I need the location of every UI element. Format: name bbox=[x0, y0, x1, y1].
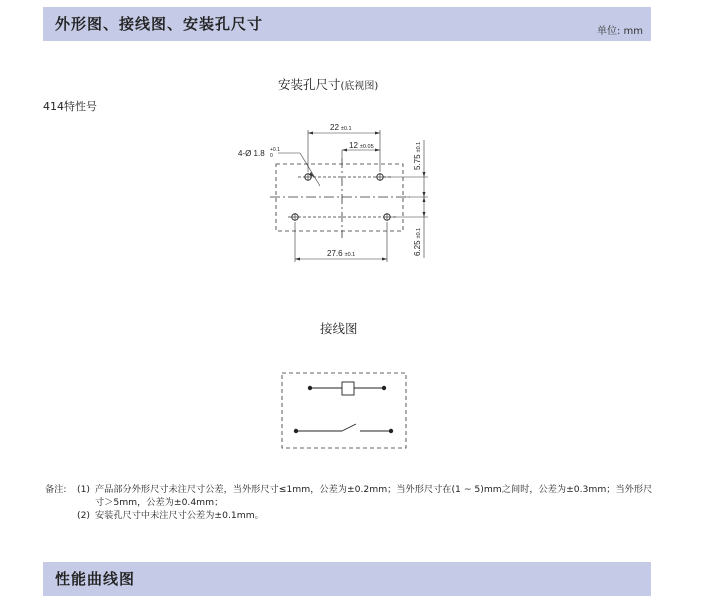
section-title: 外形图、接线图、安装孔尺寸 bbox=[55, 15, 264, 33]
section-title: 性能曲线图 bbox=[55, 570, 136, 588]
switch-contact bbox=[342, 424, 356, 431]
dim-upper-height: 5.75±0.1 bbox=[413, 141, 422, 170]
note-item bbox=[45, 483, 655, 496]
note-text: 产品部分外形尺寸未注尺寸公差，当外形尺寸≤1mm，公差为±0.2mm；当外形尺寸在(1 ~ 5)mm之间时，公差为±0.3mm；当外形尺 bbox=[95, 484, 653, 495]
dim-hole-size: 4-Ø 1.8 bbox=[238, 149, 265, 158]
note-continuation bbox=[45, 496, 655, 509]
note-number: (2) bbox=[77, 510, 91, 521]
dim-inner-width: 12 ±0.05 bbox=[349, 141, 374, 150]
note-text: 安装孔尺寸中未注尺寸公差为±0.1mm。 bbox=[95, 510, 264, 521]
terminal-dot bbox=[294, 429, 298, 433]
note-item bbox=[45, 509, 655, 522]
unit-label: 单位: mm bbox=[596, 26, 643, 37]
dim-hole-tol-plus: +0.1 bbox=[270, 147, 280, 153]
notes-prefix: 备注: bbox=[45, 484, 67, 495]
dim-bottom-width: 27.6 ±0.1 bbox=[327, 249, 356, 258]
notes-section bbox=[45, 483, 655, 522]
terminal-dot bbox=[382, 386, 386, 390]
note-text: 寸＞5mm，公差为±0.4mm； bbox=[95, 497, 224, 508]
mounting-title-sub: (底视图) bbox=[340, 81, 379, 92]
terminal-dot bbox=[389, 429, 393, 433]
model-number-label: 414特性号 bbox=[43, 100, 97, 113]
section-header-performance bbox=[43, 562, 651, 596]
dim-hole-tol-minus: 0 bbox=[270, 153, 273, 159]
note-number: (1) bbox=[77, 484, 91, 495]
dim-top-width: 22 ±0.1 bbox=[330, 123, 352, 132]
terminal-dot bbox=[308, 386, 312, 390]
dim-lower-height: 6.25±0.1 bbox=[413, 227, 422, 256]
wiring-diagram-title: 接线图 bbox=[320, 321, 358, 336]
coil-symbol bbox=[342, 382, 354, 395]
mounting-title-main: 安装孔尺寸 bbox=[278, 77, 341, 92]
wiring-outline bbox=[282, 373, 406, 448]
